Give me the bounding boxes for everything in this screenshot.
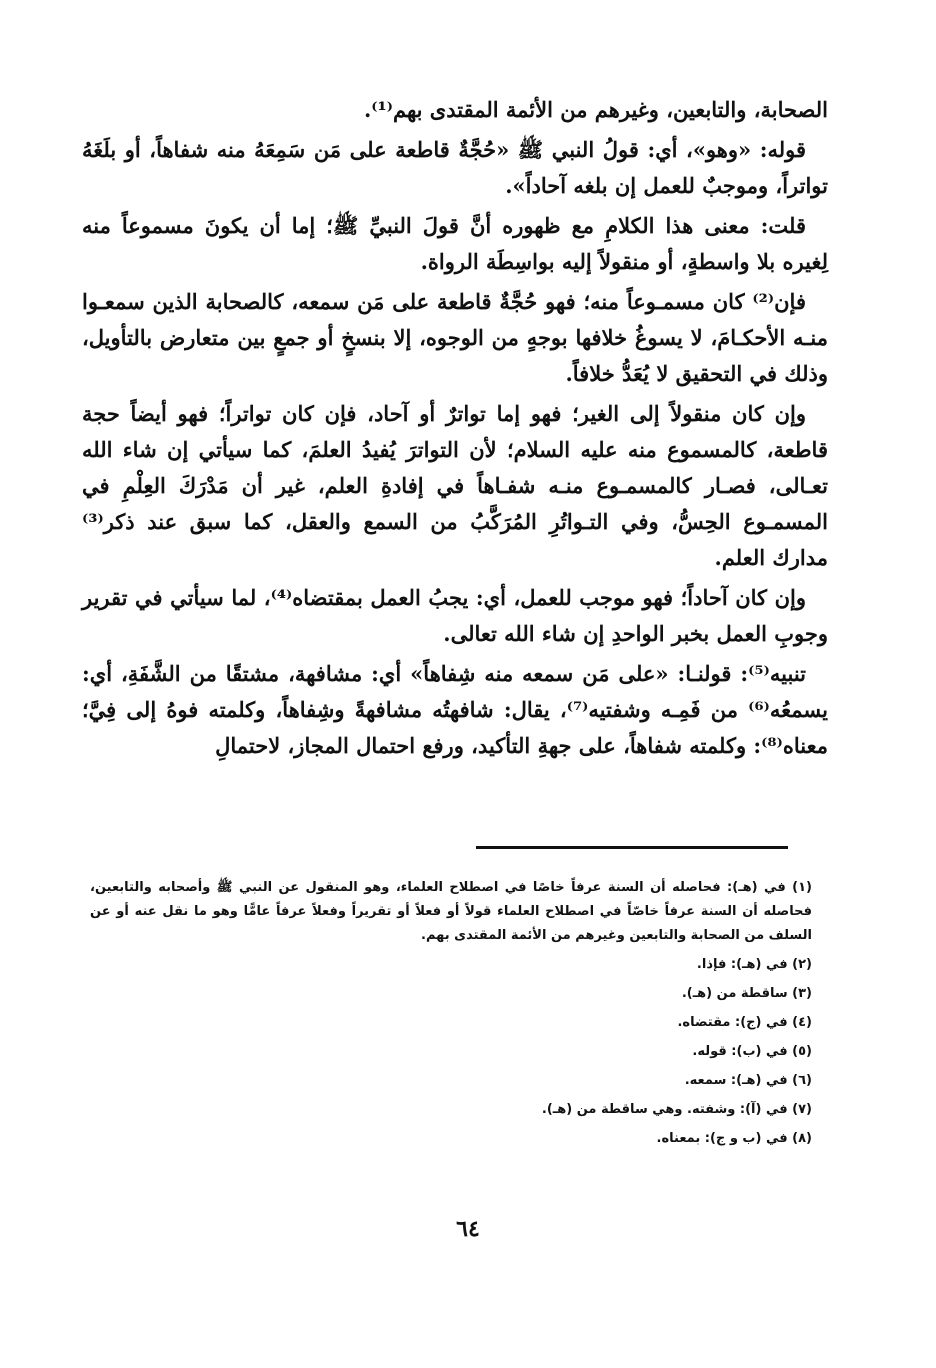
paragraph-7: تنبيه⁽⁵⁾: قولنـا: «على مَن سمعه منه شِفاهاً» أي: مشافهة، مشتقًا من الشَّفَةِ، أي: يسمعُه⁽⁶⁾ من فَمِـه وشفتيه⁽⁷⁾، يقال: شافهتُه مشافهةً وشِفاهاً، وكلمته فوهُ إلى فِيَّ؛ معناه⁽⁸⁾: وكلمته شفاهاً، على جهةِ التأكيد، ورفع احتمال المجاز، لاحتمالِ (82, 661, 828, 758)
footnote-8: (٨) في (ب و ج): بمعناه. (656, 1131, 812, 1146)
footnote-5: (٥) في (ب): قوله. (692, 1044, 812, 1059)
paragraph-3: قلت: معنى هذا الكلامِ مع ظهوره أنَّ قولَ النبيِّ ﷺ؛ إما أن يكونَ مسموعاً منه لِغيره بلا واسطةٍ، أو منقولاً إليه بواسِطَة الرواة. (82, 213, 828, 274)
paragraph-2: قوله: «وهو»، أي: قولُ النبي ﷺ «حُجَّةٌ قاطعة على مَن سَمِعَهُ منه شفاهاً، أو بلَغَهُ تواتراً، وموجبٌ للعمل إن بلغه آحاداً». (82, 137, 828, 198)
footnote-6: (٦) في (هـ): سمعه. (684, 1073, 812, 1088)
page-number: ٦٤ (456, 1216, 480, 1242)
footnotes-section (90, 876, 812, 1153)
footnote-4: (٤) في (ج): مقتضاه. (677, 1015, 812, 1030)
paragraph-5: وإن كان منقولاً إلى الغير؛ فهو إما تواترٌ أو آحاد، فإن كان تواتراً؛ فهو أيضاً حجة قاطعة، كالمسموع منه عليه السلام؛ لأن التواترَ يُفيدُ العلمَ، كما سيأتي إن شاء الله تعـالى، فصـار كالمسمـوع منـه شفـاهاً في إفادةِ العلم، غير أن مَدْرَكَ العِلْمِ في المسمـوع الحِسُّ، وفي التـواتُرِ المُرَكَّبُ من السمع والعقل، كما سبق عند ذكر⁽³⁾ مدارك العلم. (82, 401, 828, 570)
footnote-2: (٢) في (هـ): فإذا. (696, 957, 812, 972)
footnote-1: (١) في (هـ): فحاصله أن السنة عرفاً خاصًا في اصطلاح العلماء، وهو المنقول عن النبي ﷺ وأصحابه والتابعين، فحاصله أن السنة عرفاً خاصّاً في اصطلاح العلماء قولاً أو فعلاً أو تقريراً وفعلاً عرفاً عامًّا وهو ما نقل عنه أو عن السلف من الصحابة والتابعين وغيرهم من الأئمة المقتدى بهم. (90, 880, 812, 943)
footnote-divider (476, 846, 788, 849)
paragraph-6: وإن كان آحاداً؛ فهو موجب للعمل، أي: يجبُ العمل بمقتضاه⁽⁴⁾، لما سيأتي في تقرير وجوبِ العمل بخبر الواحدِ إن شاء الله تعالى. (82, 585, 828, 646)
paragraph-4: فإن⁽²⁾ كان مسمـوعاً منه؛ فهو حُجَّةٌ قاطعة على مَن سمعه، كالصحابة الذين سمعـوا منـه الأحكـامَ، لا يسوغُ خلافها بوجهٍ من الوجوه، إلا بنسخٍ أو جمعٍ بين متعارض بالتأويل، وذلك في التحقيق لا يُعَدُّ خلافاً. (82, 289, 828, 386)
paragraph-1: الصحابة، والتابعين، وغيرهم من الأئمة المقتدى بهم⁽¹⁾. (363, 97, 828, 122)
footnote-3: (٣) ساقطة من (هـ). (681, 986, 812, 1001)
footnote-7: (٧) في (آ): وشفته. وهي ساقطة من (هـ). (541, 1102, 812, 1117)
main-text-body (82, 92, 828, 764)
